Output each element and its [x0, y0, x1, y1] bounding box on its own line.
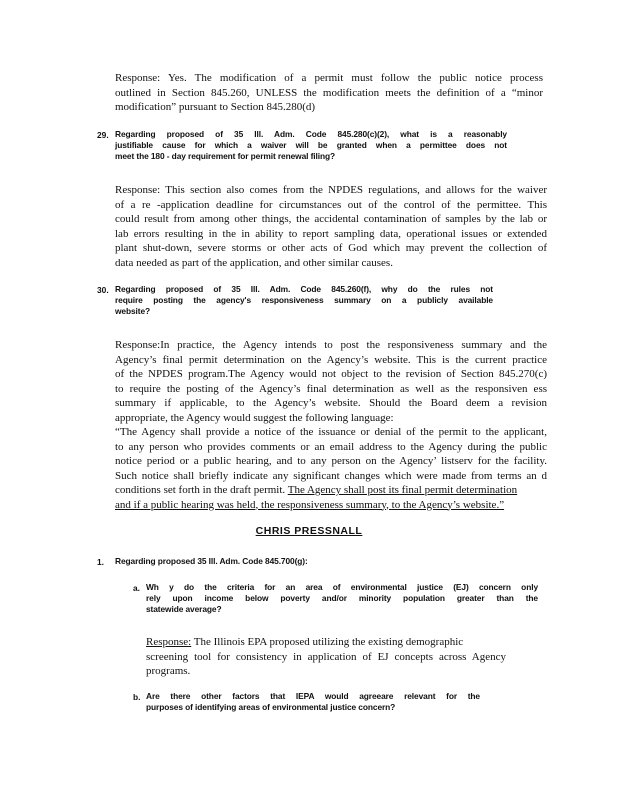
response-30: [115, 338, 547, 512]
heading-text: CHRIS PRESSNALL: [255, 525, 363, 537]
response-line: lab errors resulting in the in ability to report sampling data, operational issues or extended: [115, 227, 547, 240]
question-29-number: 29.: [97, 130, 109, 140]
question-line: justifiable cause for which a waiver will be granted when a permittee does not: [115, 140, 507, 151]
response-line: outlined in Section 845.260, UNLESS the modification meets the definition of a “minor: [115, 86, 543, 99]
response-line: programs.: [146, 665, 191, 677]
question-line: website?: [115, 306, 151, 317]
response-28: [115, 71, 543, 115]
sub-question-b: [146, 691, 480, 713]
question-line: Are there other factors that IEPA would agreeare relevant for the: [146, 691, 480, 701]
response-line: screening tool for consistency in application of EJ concepts across Agency: [146, 650, 506, 663]
plain-text: conditions set forth in the draft permit.: [115, 484, 288, 496]
question-line: Regarding proposed 35 Ill. Adm. Code 845.700(g):: [115, 556, 308, 566]
response-line: summary if applicable, to the Agency’s website. Should the Board deem a revision: [115, 397, 547, 409]
question-line: meet the 180 - day requirement for permit renewal filing?: [115, 151, 336, 162]
question-30: [115, 284, 493, 318]
response-line: of a re -application deadline for circumstances out of the control of the permittee. This: [115, 198, 547, 211]
response-29: [115, 183, 547, 270]
question-1: [115, 556, 375, 567]
response-line: Response:In practice, the Agency intends to post the responsiveness summary and the: [115, 339, 547, 351]
response-text: The Illinois EPA proposed utilizing the existing demographic: [191, 636, 464, 648]
response-line: modification” pursuant to Section 845.280(d): [115, 101, 316, 113]
response-line: data needed as part of the application, and other similar causes.: [115, 256, 393, 269]
question-line: Wh y do the criteria for an area of environmental justice (EJ) concern only: [146, 582, 538, 592]
sub-question-a-marker: a.: [133, 583, 140, 593]
response-label: Response:: [146, 636, 192, 648]
proposed-language-line: “The Agency shall provide a notice of the issuance or denial of the permit to the applicant,: [115, 426, 547, 438]
question-29: [115, 129, 507, 163]
sub-question-a: [146, 582, 538, 616]
question-line: Regarding proposed of 35 Ill. Adm. Code 845.260(f), why do the rules not: [115, 284, 493, 294]
question-30-number: 30.: [97, 285, 109, 295]
sub-question-b-marker: b.: [133, 692, 141, 702]
response-line: plant shut-down, severe storms or other acts of God which may prevent the collection of: [115, 242, 547, 254]
question-line: require posting the agency's responsiveness summary on a publicly available: [115, 295, 493, 306]
question-line: purposes of identifying areas of environmental justice concern?: [146, 702, 396, 713]
proposed-language-line: [115, 483, 547, 498]
question-line: rely upon income below poverty and/or minority population greater than the: [146, 593, 538, 604]
response-line: Agency’s final permit determination on the Agency’s website. This is the current practice: [115, 353, 547, 366]
response-line: could result from among other things, the accidental contamination of samples by the lab or: [115, 213, 547, 225]
question-line: statewide average?: [146, 604, 222, 615]
proposed-language-line: notice period or a public hearing, and to any person on the Agency’ listserv for the facility.: [115, 455, 547, 467]
section-heading: [0, 525, 618, 537]
response-line: [146, 635, 506, 650]
response-line: to require the posting of the Agency’s final determination as well as the responsiven ess: [115, 382, 547, 395]
proposed-language-line: Such notice shall briefly indicate any significant changes which were made from terms an d: [115, 469, 547, 482]
question-1-number: 1.: [97, 557, 104, 567]
inserted-text: The Agency shall post its final permit determination: [287, 484, 518, 496]
response-line: appropriate, the Agency would suggest the following language:: [115, 411, 394, 424]
proposed-language-line: to any person who provides comments or an email address to the Agency during the public: [115, 440, 547, 453]
response-line: Response: Yes. The modification of a permit must follow the public notice process: [115, 72, 543, 84]
response-line: of the NPDES program.The Agency would not object to the revision of Section 845.270(c): [115, 368, 547, 380]
response-line: Response: This section also comes from the NPDES regulations, and allows for the waiver: [115, 184, 547, 196]
question-line: Regarding proposed of 35 Ill. Adm. Code 845.280(c)(2), what is a reasonably: [115, 129, 507, 139]
inserted-text-line: and if a public hearing was held, the responsiveness summary, to the Agency’s website.”: [115, 498, 505, 511]
response-1a: [146, 635, 506, 679]
